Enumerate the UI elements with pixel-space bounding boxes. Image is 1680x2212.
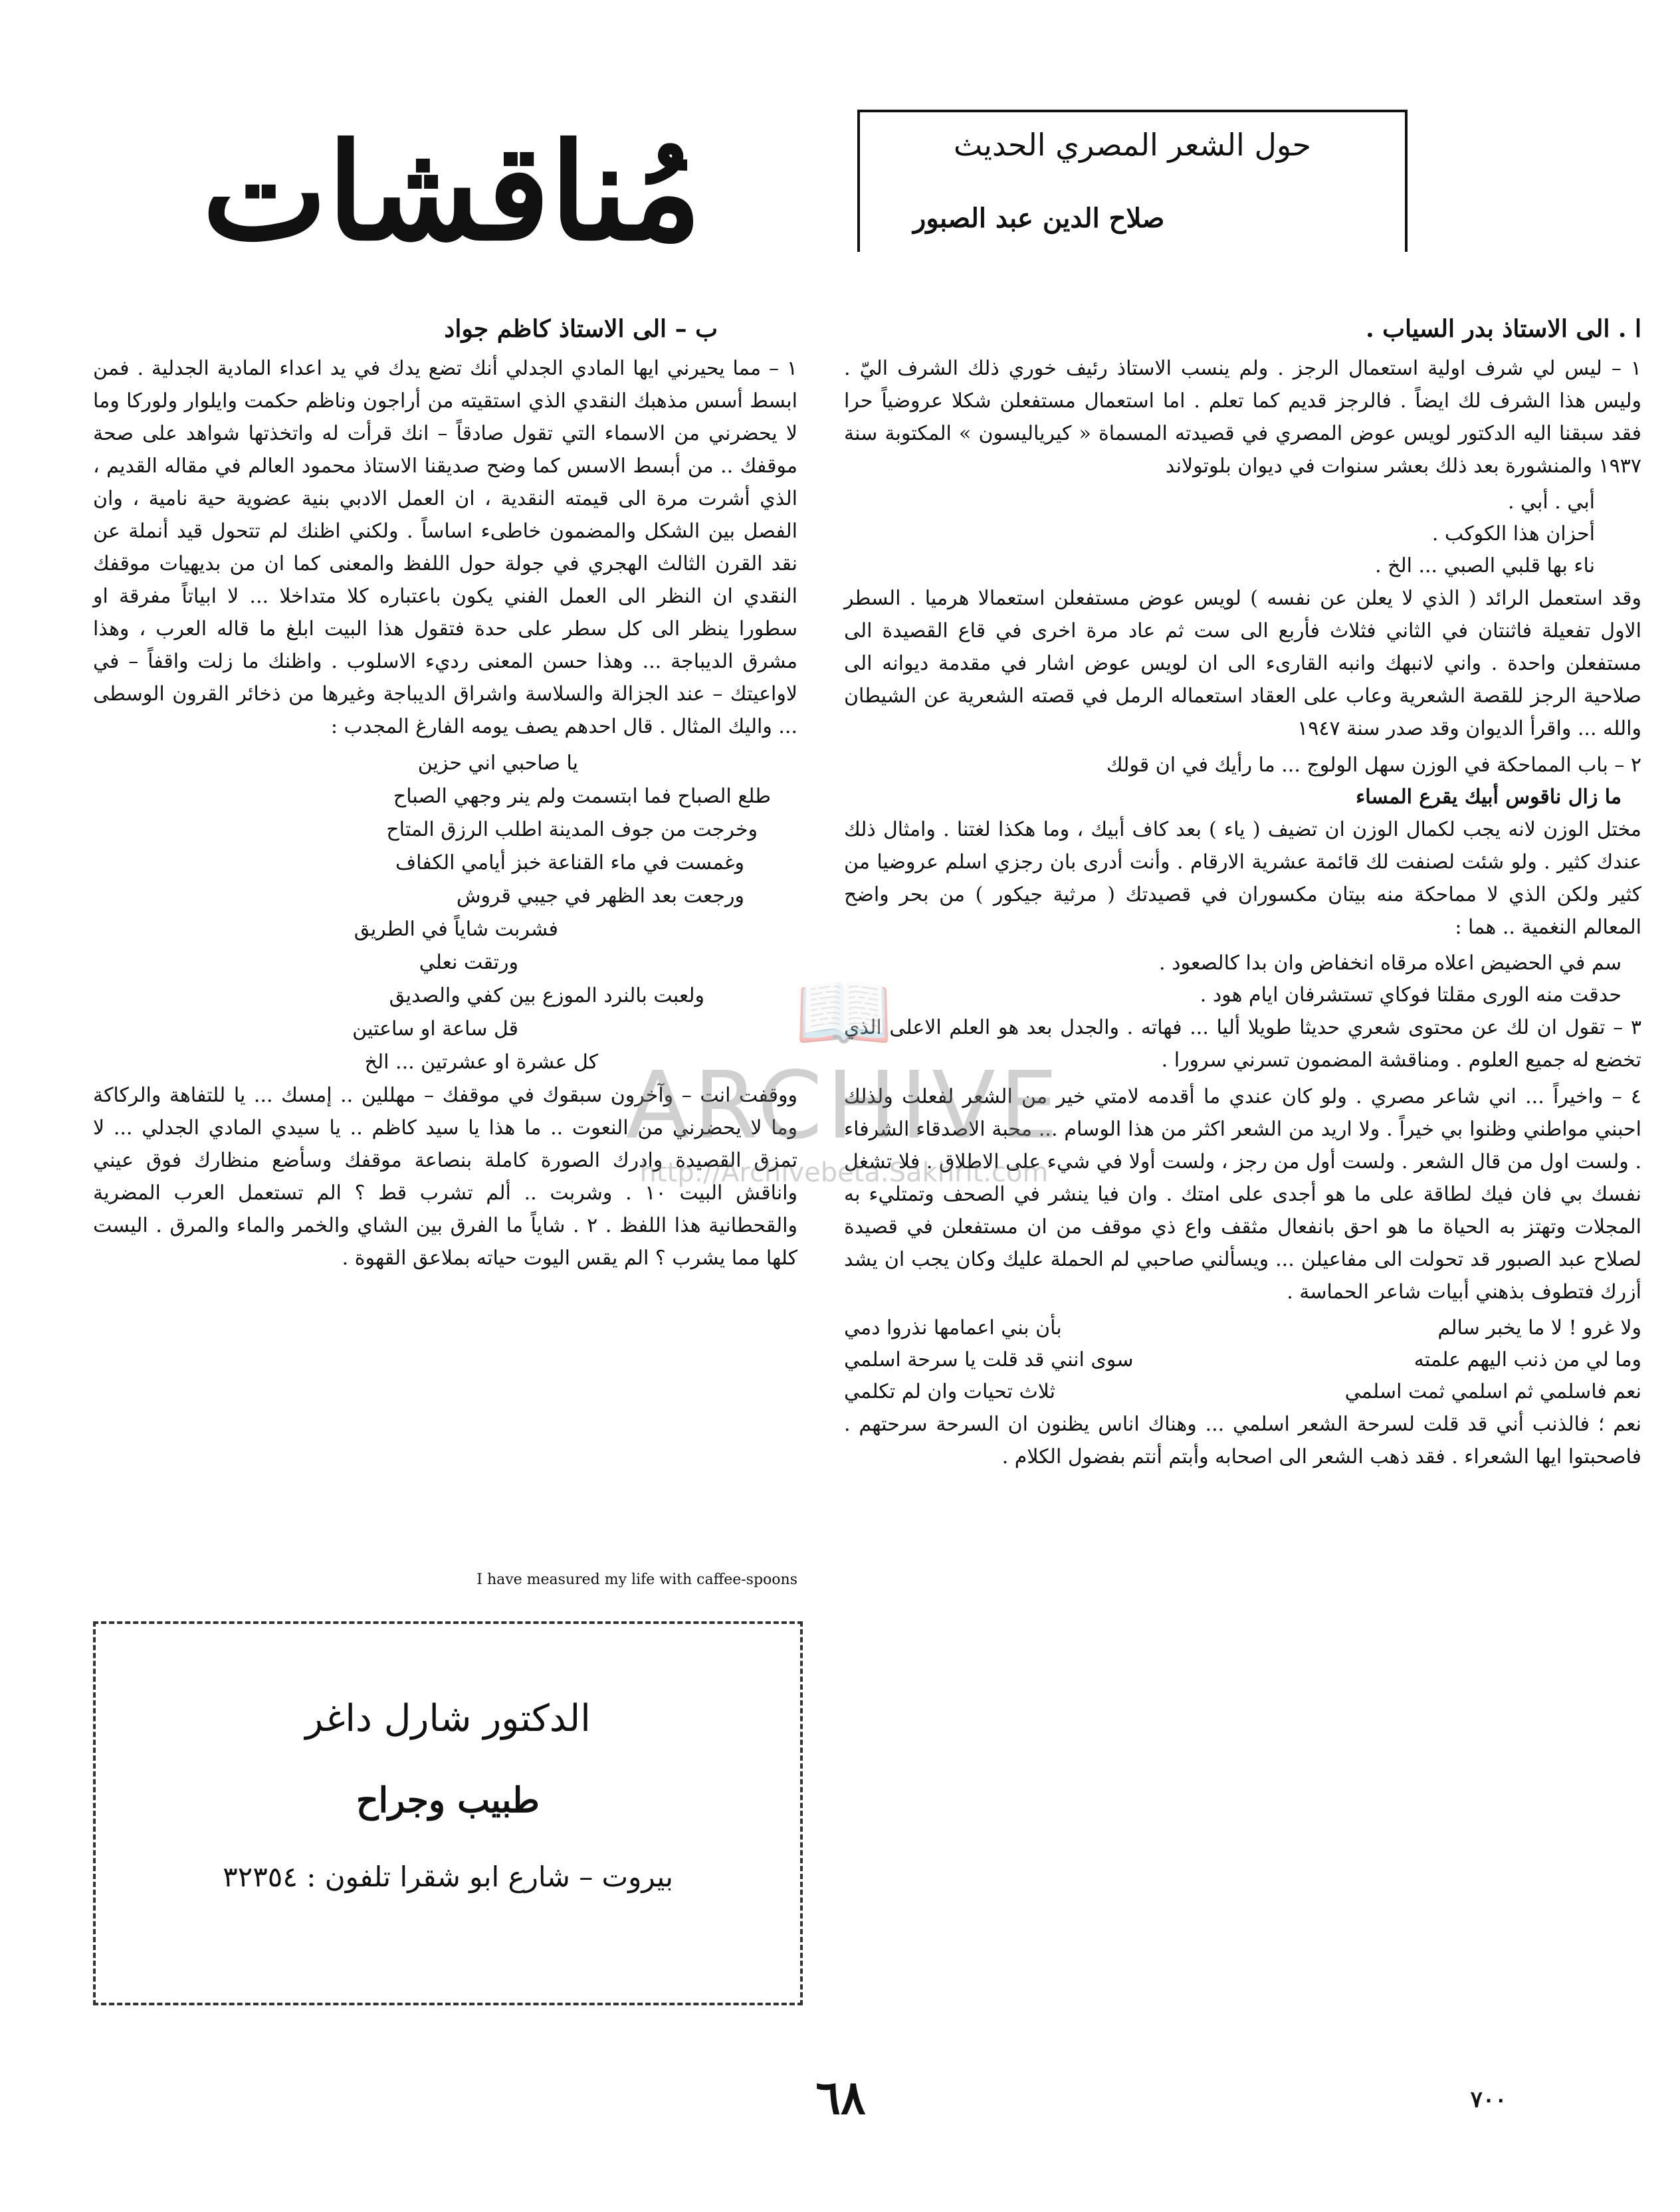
ad-specialty: طبيب وجراح [356, 1780, 540, 1821]
verse-line: أبي . أبي . [1507, 490, 1595, 514]
verse-line: فشربت شاياً في الطريق [354, 918, 558, 941]
hemistich: ولا غرو ! لا ما يخبر سالم [1437, 1316, 1641, 1340]
right-column-heading: ا . الى الاستاذ بدر السياب . [1366, 315, 1641, 343]
archive-watermark [545, 967, 1143, 1189]
poem-couplet [844, 1344, 1641, 1376]
hemistich: وما لي من ذنب اليهم علمته [1414, 1348, 1641, 1371]
poem-couplet [844, 1312, 1641, 1344]
quoted-line: حدقت منه الورى مقلتا فوكاي تستشرفان ايام هود . [1200, 983, 1622, 1007]
article-header-box [857, 110, 1408, 252]
verse-line: ورجعت بعد الظهر في جيبي قروش [456, 884, 744, 908]
verse-line: أحزان هذا الكوكب . [1431, 522, 1595, 546]
section-title: مُناقشات [202, 114, 702, 270]
paragraph: وقد استعمل الرائد ( الذي لا يعلن عن نفسه ) لويس عوض مستفعلن استعمالا هرميا . السطر الاول تفعيلة فاثنتان في الثاني فثلاث فأربع الى ست ثم عاد مرة اخرى في قاع القصيدة الى مستفعلن واحدة . واني لانبهك وانبه القارىء الى ان لويس عوض اشار في مقدمة ديوانه الى صلاحية الرجز للقصة الشعرية وعاب على العقاد استعماله الرمل في قصته الشعرية عن الشيطان والله ... واقرأ الديوان وقد صدر سنة ١٩٤٧ [844, 587, 1641, 740]
left-column-heading: ب – الى الاستاذ كاظم جواد [444, 315, 718, 343]
paragraph: ١ – مما يحيرني ايها المادي الجدلي أنك تضع يدك في يد اعداء المادية الجدلية . فمن ابسط أسس مذهبك النقدي الذي استقيته من أراجون وناظم حكمت وايلوار ولوركا وما لا يحضرني من الاسماء التي تقول صادقاً – انك قرأت له واتخذتها شواهد على صحة موقفك .. من أبسط الاسس كما وضح صديقنا الاستاذ محمود العالم في مقاله القديم ، الذي أشرت مرة الى قيمته النقدية ، ان العمل الادبي بنية عضوية حية نامية ، وان الفصل بين الشكل والمضمون خاطىء اساساً . ولكني اظنك لم تتحول قيد أنملة عن نقد القرن الثالث الهجري في جولة حول اللفظ والمعنى كما ان من بديهيات موقفك النقدي ان النظر الى العمل الفني يكون باعتباره كلا متداخلا ... لا ابياتاً مفرقة او سطورا ينظر الى كل سطر على حدة فتقول هذا البيت ابلغ ما قاله العرب ، وهذا مشرق الديباجة ... وهذا حسن المعنى رديء الاسلوب . واظنك ما زلت واقفاً – في لاواعيتك – عند الجزالة والسلاسة واشراق الديباجة وغيرها من ذخائر القرون الوسطى ... واليك المثال . قال احدهم يصف يومه الفارغ المجدب : [93, 357, 797, 738]
verse-line: وخرجت من جوف المدينة اطلب الرزق المتاح [386, 818, 758, 841]
issue-page-number: ٧٠٠ [1470, 2086, 1507, 2113]
verse-line: قل ساعة او ساعتين [352, 1017, 518, 1041]
paragraph: نعم ؛ فالذنب أني قد قلت لسرحة الشعر اسلمي ... وهناك اناس يظنون ان السرحة سرحتهم . فاصحبتوا ايها الشعراء . فقد ذهب الشعر الى اصحابه وأبتم أنتم بفضول الكلام . [844, 1413, 1641, 1468]
watermark-brand: ARCHIVE [625, 1052, 1063, 1160]
paragraph: ووقفت انت – وآخرون سبقوك في موقفك – مهللين .. إمسك ... يا للتفاهة والركاكة وما لا يحضرني من النعوت .. ما هذا يا سيد كاظم .. يا سيدي المادي الجدلي ... لا تمزق القصيدة وادرك الصورة كاملة بنصاعة موقفك وسأضع منظارك فوق عيني واناقش البيت ١٠ . وشربت .. ألم تشرب قط ؟ الم تستعمل العرب المضرية والقحطانية هذا اللفظ . ٢ . شاياً ما الفرق بين الشاي والخمر والماء والمرق . اليست كلها مما يشرب ؟ الم يقس اليوت حياته بملاعق القهوة . [93, 1084, 797, 1270]
verse-line: يا صاحبي اني حزين [417, 752, 578, 775]
verse-line: ولعبت بالنرد الموزع بين كفي والصديق [389, 984, 704, 1007]
right-column [844, 312, 1641, 1477]
paragraph: مختل الوزن لانه يجب لكمال الوزن ان تضيف ( ياء ) بعد كاف أبيك ، وما هكذا لغتنا . وامثال ذلك عندك كثير . ولو شئت لصنفت لك قائمة عشرية الارقام . وأنت أدرى بان رجزي اسلم عروضيا من كثير ولكن الذي لا مماحكة منه بيتان مكسوران في قصيدتك ( مرثية جيكور ) من بحر واضح المعالم النغمية .. هما : [844, 818, 1641, 939]
english-quote: I have measured my life with caffee-spoons [476, 1571, 797, 1588]
hemistich: نعم فاسلمي ثم اسلمي ثمت اسلمي [1344, 1380, 1641, 1403]
watermark-url: http://Archivebeta.Sakhrit.com [639, 1157, 1049, 1188]
paragraph: ٤ – واخيراً ... اني شاعر مصري . ولو كان عندي ما أقدمه لامتي خير من الشعر لفعلت ولذلك احبني مواطني وظنوا بي خيراً . ولا اريد من الشعر اكثر من هذا الوسام ... محبة الاصدقاء الشرفاء . ولست اول من قال الشعر . ولست أول من رجز ، ولست أولا في شيء على الاطلاق . فلا تشغل نفسك بي فان فيك لطاقة على ما هو أجدى على امتك . وان فيا ينشر في الصحف وتمتليء به المجلات وتهتز به الحياة ما هو احق بانفعال مثقف واع ذي موقف من ان مستفعلن في قصيدة لصلاح عبد الصبور قد تحولت الى مفاعيلن ... ويسألني صاحبي لم الحملة عليك وكان يجب ان يشد أزرك فتطوف بذهني أبيات شاعر الحماسة . [844, 1085, 1641, 1304]
poem-couplet [844, 1376, 1641, 1408]
hemistich: ثلاث تحيات وان لم تكلمي [844, 1380, 1055, 1403]
hemistich: بأن بني اعمامها نذروا دمي [844, 1316, 1062, 1340]
ad-address: بيروت – شارع ابو شقرا تلفون : ٣٢٣٥٤ [223, 1860, 673, 1893]
verse-line: وغمست في ماء القناعة خبز أيامي الكفاف [395, 851, 744, 874]
book-icon: 📖 [794, 967, 894, 1059]
article-title: حول الشعر المصري الحديث [953, 127, 1312, 163]
quoted-line: ما زال ناقوس أبيك يقرع المساء [1356, 785, 1622, 809]
quoted-line: سم في الحضيض اعلاه مرقاه انخفاض وان بدا كالصعود . [1159, 952, 1622, 975]
verse-line: كل عشرة او عشرتين ... الخ [364, 1051, 598, 1074]
page-number: ٦٨ [815, 2070, 866, 2125]
hemistich: سوى انني قد قلت يا سرحة اسلمي [844, 1348, 1134, 1371]
paragraph: ٣ – تقول ان لك عن محتوى شعري حديثا طويلا أليا ... فهاته . والجدل بعد هو العلم الاعلى الذي تخضع له جميع العلوم . ومناقشة المضمون تسرني سرورا . [844, 1016, 1641, 1072]
verse-line: ناء بها قلبي الصبي ... الخ . [1375, 554, 1595, 577]
paragraph: ١ – ليس لي شرف اولية استعمال الرجز . ولم ينسب الاستاذ رئيف خوري ذلك الشرف اليّ . وليس هذا الشرف لك ايضاً . فالرجز قديم كما تعلم . اما استعمال مستفعلن شكلا عروضياً حرا فقد سبقنا اليه الدكتور لويس عوض المصري في قصيدته المسماة « كيرياليسون » المكتوبة سنة ١٩٣٧ والمنشورة بعد ذلك بعشر سنوات في ديوان بلوتولاند [844, 357, 1641, 478]
verse-line: طلع الصباح فما ابتسمت ولم ينر وجهي الصباح [393, 785, 771, 808]
ad-doctor-name: الدكتور شارل داغر [305, 1697, 591, 1740]
paragraph: ٢ – باب المماحكة في الوزن سهل الولوج ... ما رأيك في ان قولك [1106, 754, 1641, 777]
article-author: صلاح الدين عبد الصبور [913, 203, 1165, 234]
doctor-advertisement [93, 1621, 803, 2005]
verse-line: ورتقت نعلي [419, 951, 518, 974]
